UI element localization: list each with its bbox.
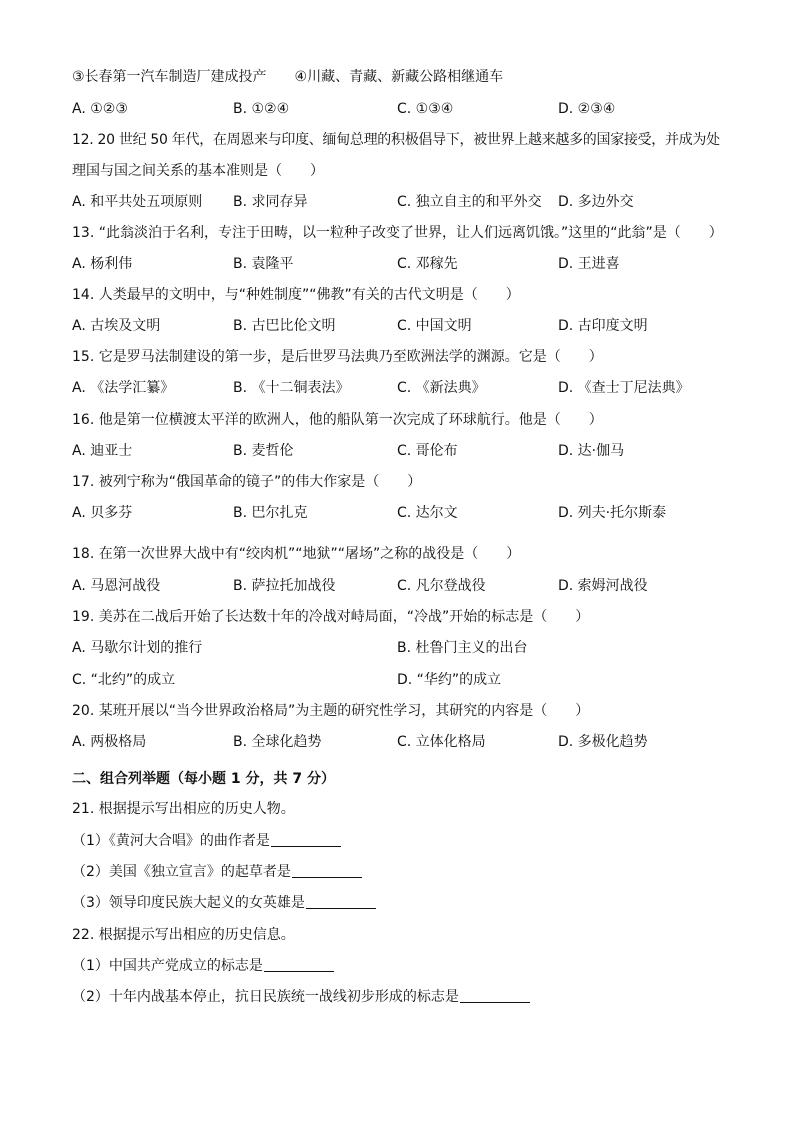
- item-text: （2）美国《独立宣言》的起草者是: [72, 864, 291, 880]
- option-b: B. 全球化趋势: [233, 734, 322, 750]
- question-17-options: [72, 504, 732, 522]
- answer-blank[interactable]: [292, 863, 362, 878]
- question-21-item-1: [72, 832, 341, 850]
- question-16-options: [72, 442, 732, 460]
- question-11-options: [72, 100, 732, 118]
- question-21-item-2: [72, 863, 362, 881]
- question-12-stem-line1: 12. 20 世纪 50 年代，在周恩来与印度、缅甸总理的积极倡导下，被世界上越来越多的国家接受，并成为处: [72, 132, 720, 148]
- question-22-item-1: [72, 957, 334, 975]
- section-2-title: 二、组合列举题（每小题 1 分，共 7 分）: [72, 771, 335, 787]
- option-a: A. 《法学汇纂》: [72, 380, 175, 396]
- option-c: C. 《新法典》: [397, 380, 486, 396]
- answer-blank[interactable]: [271, 832, 341, 847]
- option-b: B. 巴尔扎克: [233, 505, 308, 521]
- answer-blank[interactable]: [306, 894, 376, 909]
- answer-blank[interactable]: [264, 957, 334, 972]
- item-text: （1）中国共产党成立的标志是: [72, 958, 263, 974]
- question-14-options: [72, 317, 732, 335]
- option-a: A. 和平共处五项原则: [72, 194, 203, 210]
- option-a: A. 马恩河战役: [72, 578, 161, 594]
- option-c: C. 凡尔登战役: [397, 578, 486, 594]
- option-a: A. 马歇尔计划的推行: [72, 640, 203, 656]
- question-20-stem: 20. 某班开展以“当今世界政治格局”为主题的研究性学习，其研究的内容是（ ）: [72, 703, 590, 719]
- option-b: B. 袁隆平: [233, 256, 294, 272]
- option-b: B. 杜鲁门主义的出台: [397, 640, 528, 656]
- question-11-items: ③长春第一汽车制造厂建成投产 ④川藏、青藏、新藏公路相继通车: [72, 69, 504, 85]
- option-d: D. 列夫·托尔斯泰: [558, 505, 667, 521]
- question-15-stem: 15. 它是罗马法制建设的第一步，是后世罗马法典乃至欧洲法学的渊源。它是（ ）: [72, 349, 603, 365]
- option-d: D. 王进喜: [558, 256, 620, 272]
- question-22-item-2: [72, 988, 530, 1006]
- option-c: C. ①③④: [397, 101, 454, 117]
- option-b: B. 萨拉托加战役: [233, 578, 336, 594]
- option-a: A. 两极格局: [72, 734, 147, 750]
- item-text: （2）十年内战基本停止，抗日民族统一战线初步形成的标志是: [72, 989, 459, 1005]
- option-d: D. ②③④: [558, 101, 616, 117]
- option-b: B. 求同存异: [233, 194, 308, 210]
- option-c: C. 中国文明: [397, 318, 472, 334]
- question-19-options-row2: [72, 671, 732, 689]
- question-15-options: [72, 379, 732, 397]
- option-a: A. 杨利伟: [72, 256, 133, 272]
- question-13-stem: 13. “此翁淡泊于名利，专注于田畴，以一粒种子改变了世界，让人们远离饥饿。”这里的“此翁”是（ ）: [72, 225, 723, 241]
- option-a: A. 迪亚士: [72, 443, 133, 459]
- question-21-stem: 21. 根据提示写出相应的历史人物。: [72, 801, 295, 817]
- option-c: C. 邓稼先: [397, 256, 458, 272]
- option-d: D. 多边外交: [558, 194, 634, 210]
- question-21-item-3: [72, 894, 376, 912]
- option-c: C. 哥伦布: [397, 443, 458, 459]
- option-a: A. 贝多芬: [72, 505, 133, 521]
- option-b: B. 古巴比伦文明: [233, 318, 336, 334]
- option-d: D. 达·伽马: [558, 443, 625, 459]
- question-12-stem-line2: 理国与国之间关系的基本准则是（ ）: [72, 163, 324, 179]
- option-b: B. 《十二铜表法》: [233, 380, 350, 396]
- option-c: C. 达尔文: [397, 505, 458, 521]
- option-d: D. 《查士丁尼法典》: [558, 380, 690, 396]
- option-c: C. 独立自主的和平外交: [397, 194, 542, 210]
- question-19-stem: 19. 美苏在二战后开始了长达数十年的冷战对峙局面，“冷战”开始的标志是（ ）: [72, 609, 590, 625]
- option-b: B. 麦哲伦: [233, 443, 294, 459]
- item-text: （3）领导印度民族大起义的女英雄是: [72, 895, 305, 911]
- option-a: A. ①②③: [72, 101, 128, 117]
- question-18-options: [72, 577, 732, 595]
- question-14-stem: 14. 人类最早的文明中，与“种姓制度”“佛教”有关的古代文明是（ ）: [72, 287, 520, 303]
- option-d: D. 索姆河战役: [558, 578, 648, 594]
- option-d: D. “华约”的成立: [397, 672, 502, 688]
- question-18-stem: 18. 在第一次世界大战中有“绞肉机”“地狱”“屠场”之称的战役是（ ）: [72, 546, 521, 562]
- option-c: C. “北约”的成立: [72, 672, 176, 688]
- item-text: （1）《黄河大合唱》的曲作者是: [72, 833, 270, 849]
- question-12-options: [72, 193, 732, 211]
- question-17-stem: 17. 被列宁称为“俄国革命的镜子”的伟大作家是（ ）: [72, 474, 422, 490]
- question-16-stem: 16. 他是第一位横渡太平洋的欧洲人，他的船队第一次完成了环球航行。他是（ ）: [72, 412, 603, 428]
- answer-blank[interactable]: [460, 988, 530, 1003]
- option-d: D. 古印度文明: [558, 318, 648, 334]
- question-20-options: [72, 733, 732, 751]
- question-19-options-row1: [72, 639, 732, 657]
- option-a: A. 古埃及文明: [72, 318, 161, 334]
- question-22-stem: 22. 根据提示写出相应的历史信息。: [72, 927, 295, 943]
- option-c: C. 立体化格局: [397, 734, 486, 750]
- question-13-options: [72, 255, 732, 273]
- option-b: B. ①②④: [233, 101, 290, 117]
- option-d: D. 多极化趋势: [558, 734, 648, 750]
